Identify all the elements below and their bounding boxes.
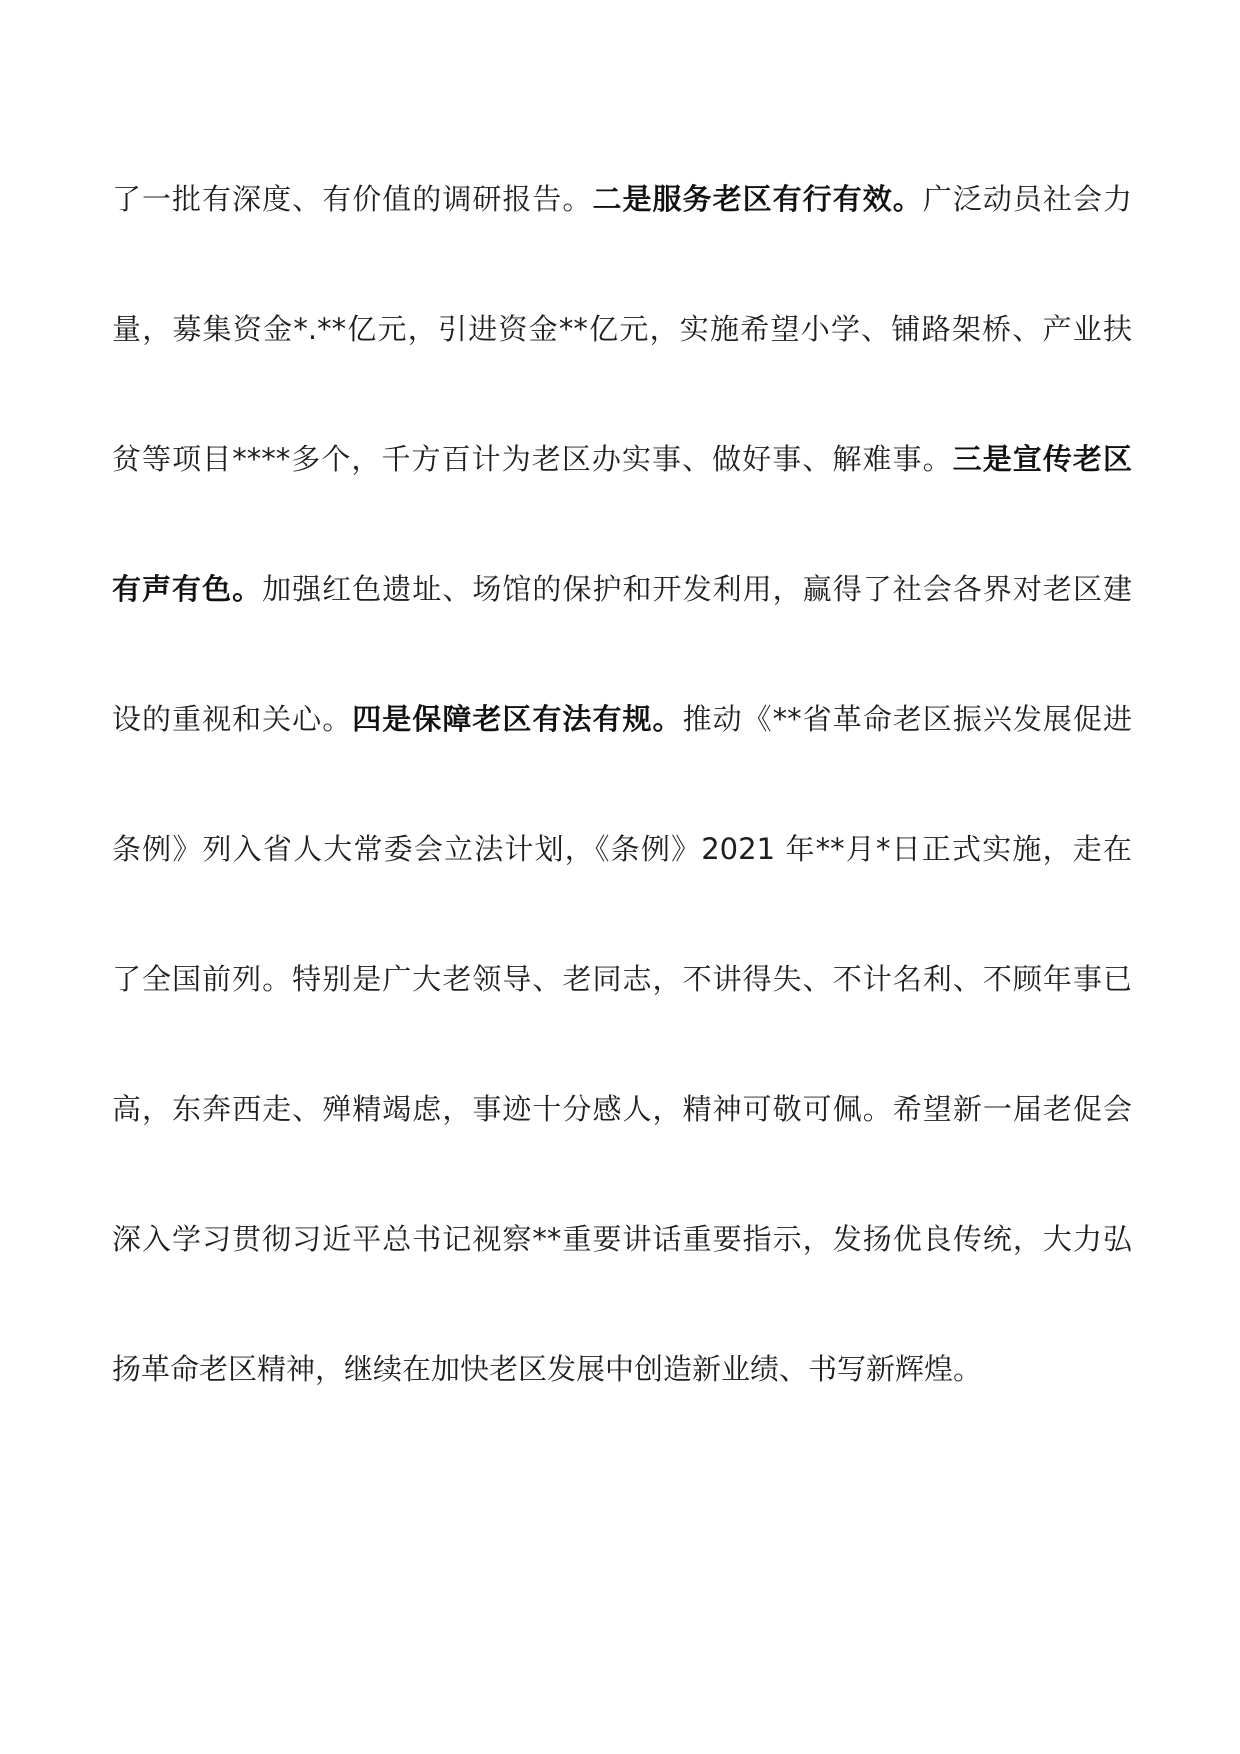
text-line — [112, 1332, 1132, 1462]
text-run: 扬革命老区精神，继续在加快老区发展中创造新业绩、书写新辉煌。 — [112, 1352, 983, 1386]
text-run: 条例》列入省人大常委会立法计划，《条例》2021 年**月*日正式实施，走在 — [112, 832, 1132, 866]
text-line — [112, 292, 1132, 422]
text-run: 了全国前列。特别是广大老领导、老同志，不讲得失、不计名利、不顾年事已 — [112, 962, 1132, 996]
text-line — [112, 1072, 1132, 1202]
text-run: 深入学习贯彻习近平总书记视察**重要讲话重要指示，发扬优良传统，大力弘 — [112, 1222, 1132, 1256]
text-run: 高，东奔西走、殚精竭虑，事迹十分感人，精神可敬可佩。希望新一届老促会 — [112, 1092, 1132, 1126]
bold-heading-run: 二是服务老区有行有效。 — [592, 182, 923, 216]
bold-heading-run: 三是宣传老区 — [952, 442, 1132, 476]
text-run: 推动《**省革命老区振兴发展促进 — [682, 702, 1132, 736]
text-run: 广泛动员社会力 — [922, 182, 1132, 216]
text-run: 贫等项目****多个，千方百计为老区办实事、做好事、解难事。 — [112, 442, 953, 476]
text-run: 了一批有深度、有价值的调研报告。 — [112, 182, 593, 216]
bold-heading-run: 有声有色。 — [112, 572, 263, 606]
text-run: 加强红色遗址、场馆的保护和开发利用，赢得了社会各界对老区建 — [262, 572, 1132, 606]
text-run: 量，募集资金*.**亿元，引进资金**亿元，实施希望小学、铺路架桥、产业扶 — [112, 312, 1132, 346]
text-line — [112, 1202, 1132, 1332]
body-paragraph — [112, 162, 1132, 1462]
text-line — [112, 162, 1132, 292]
text-line — [112, 422, 1132, 552]
bold-heading-run: 四是保障老区有法有规。 — [352, 702, 683, 736]
text-line — [112, 682, 1132, 812]
text-line — [112, 552, 1132, 682]
text-line — [112, 942, 1132, 1072]
text-line — [112, 812, 1132, 942]
text-run: 设的重视和关心。 — [112, 702, 353, 736]
